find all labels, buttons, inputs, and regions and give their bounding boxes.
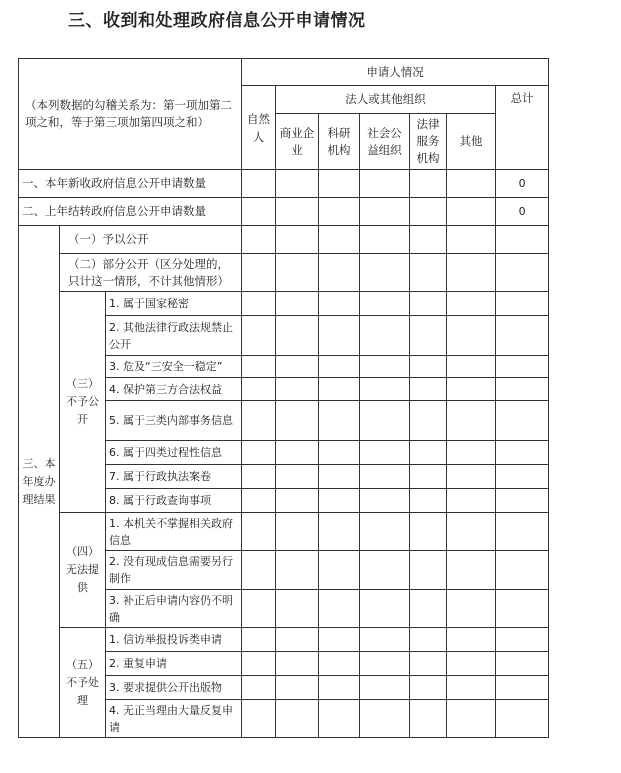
row-carried-over-total: 0 (496, 198, 549, 226)
unable-item: 3. 补正后申请内容仍不明确 (106, 590, 242, 628)
section-title: 三、收到和处理政府信息公开申请情况 (68, 11, 366, 31)
row-new-applications-label: 一、本年新收政府信息公开申请数量 (19, 170, 242, 198)
not-processed-item: 4. 无正当理由大量反复申请 (106, 700, 242, 738)
not-disclosed-group-label: （三）不予公开 (60, 292, 106, 513)
not-disclosed-item: 5. 属于三类内部事务信息 (106, 401, 242, 441)
row-new-applications-total: 0 (496, 170, 549, 198)
legal-entity-header: 法人或其他组织 (276, 86, 496, 114)
sub-header-legal-service: 法律服务机构 (410, 114, 447, 170)
result-partial-label: （二）部分公开（区分处理的，只计这一情形，不计其他情形） (60, 254, 242, 292)
not-disclosed-item: 6. 属于四类过程性信息 (106, 441, 242, 465)
not-processed-item: 1. 信访举报投诉类申请 (106, 628, 242, 652)
not-disclosed-item: 4. 保护第三方合法权益 (106, 378, 242, 401)
not-disclosed-item: 1. 属于国家秘密 (106, 292, 242, 316)
sub-header-business: 商业企业 (276, 114, 319, 170)
sub-header-other: 其他 (447, 114, 496, 170)
not-processed-group-label: （五）不予处理 (60, 628, 106, 738)
not-processed-item: 2. 重复申请 (106, 652, 242, 676)
not-processed-item: 3. 要求提供公开出版物 (106, 676, 242, 700)
not-disclosed-item: 7. 属于行政执法案卷 (106, 465, 242, 489)
not-disclosed-item: 8. 属于行政查询事项 (106, 489, 242, 513)
sub-header-public-welfare: 社会公益组织 (360, 114, 410, 170)
applicant-info-header: 申请人情况 (242, 59, 549, 86)
result-disclosed-label: （一）予以公开 (60, 226, 242, 254)
row-carried-over-label: 二、上年结转政府信息公开申请数量 (19, 198, 242, 226)
not-disclosed-item: 3. 危及“三安全一稳定” (106, 356, 242, 378)
total-header: 总计 (496, 86, 549, 170)
natural-person-header: 自然人 (242, 86, 276, 170)
not-disclosed-item: 2. 其他法律行政法规禁止公开 (106, 316, 242, 356)
header-note: （本列数据的勾稽关系为：第一项加第二项之和，等于第三项加第四项之和） (19, 59, 242, 170)
unable-to-provide-group-label: （四）无法提供 (60, 513, 106, 628)
sub-header-research: 科研机构 (319, 114, 360, 170)
unable-item: 2. 没有现成信息需要另行制作 (106, 551, 242, 590)
unable-item: 1. 本机关不掌握相关政府信息 (106, 513, 242, 551)
application-status-table (18, 58, 549, 738)
results-group-label: 三、本年度办理结果 (19, 226, 60, 738)
